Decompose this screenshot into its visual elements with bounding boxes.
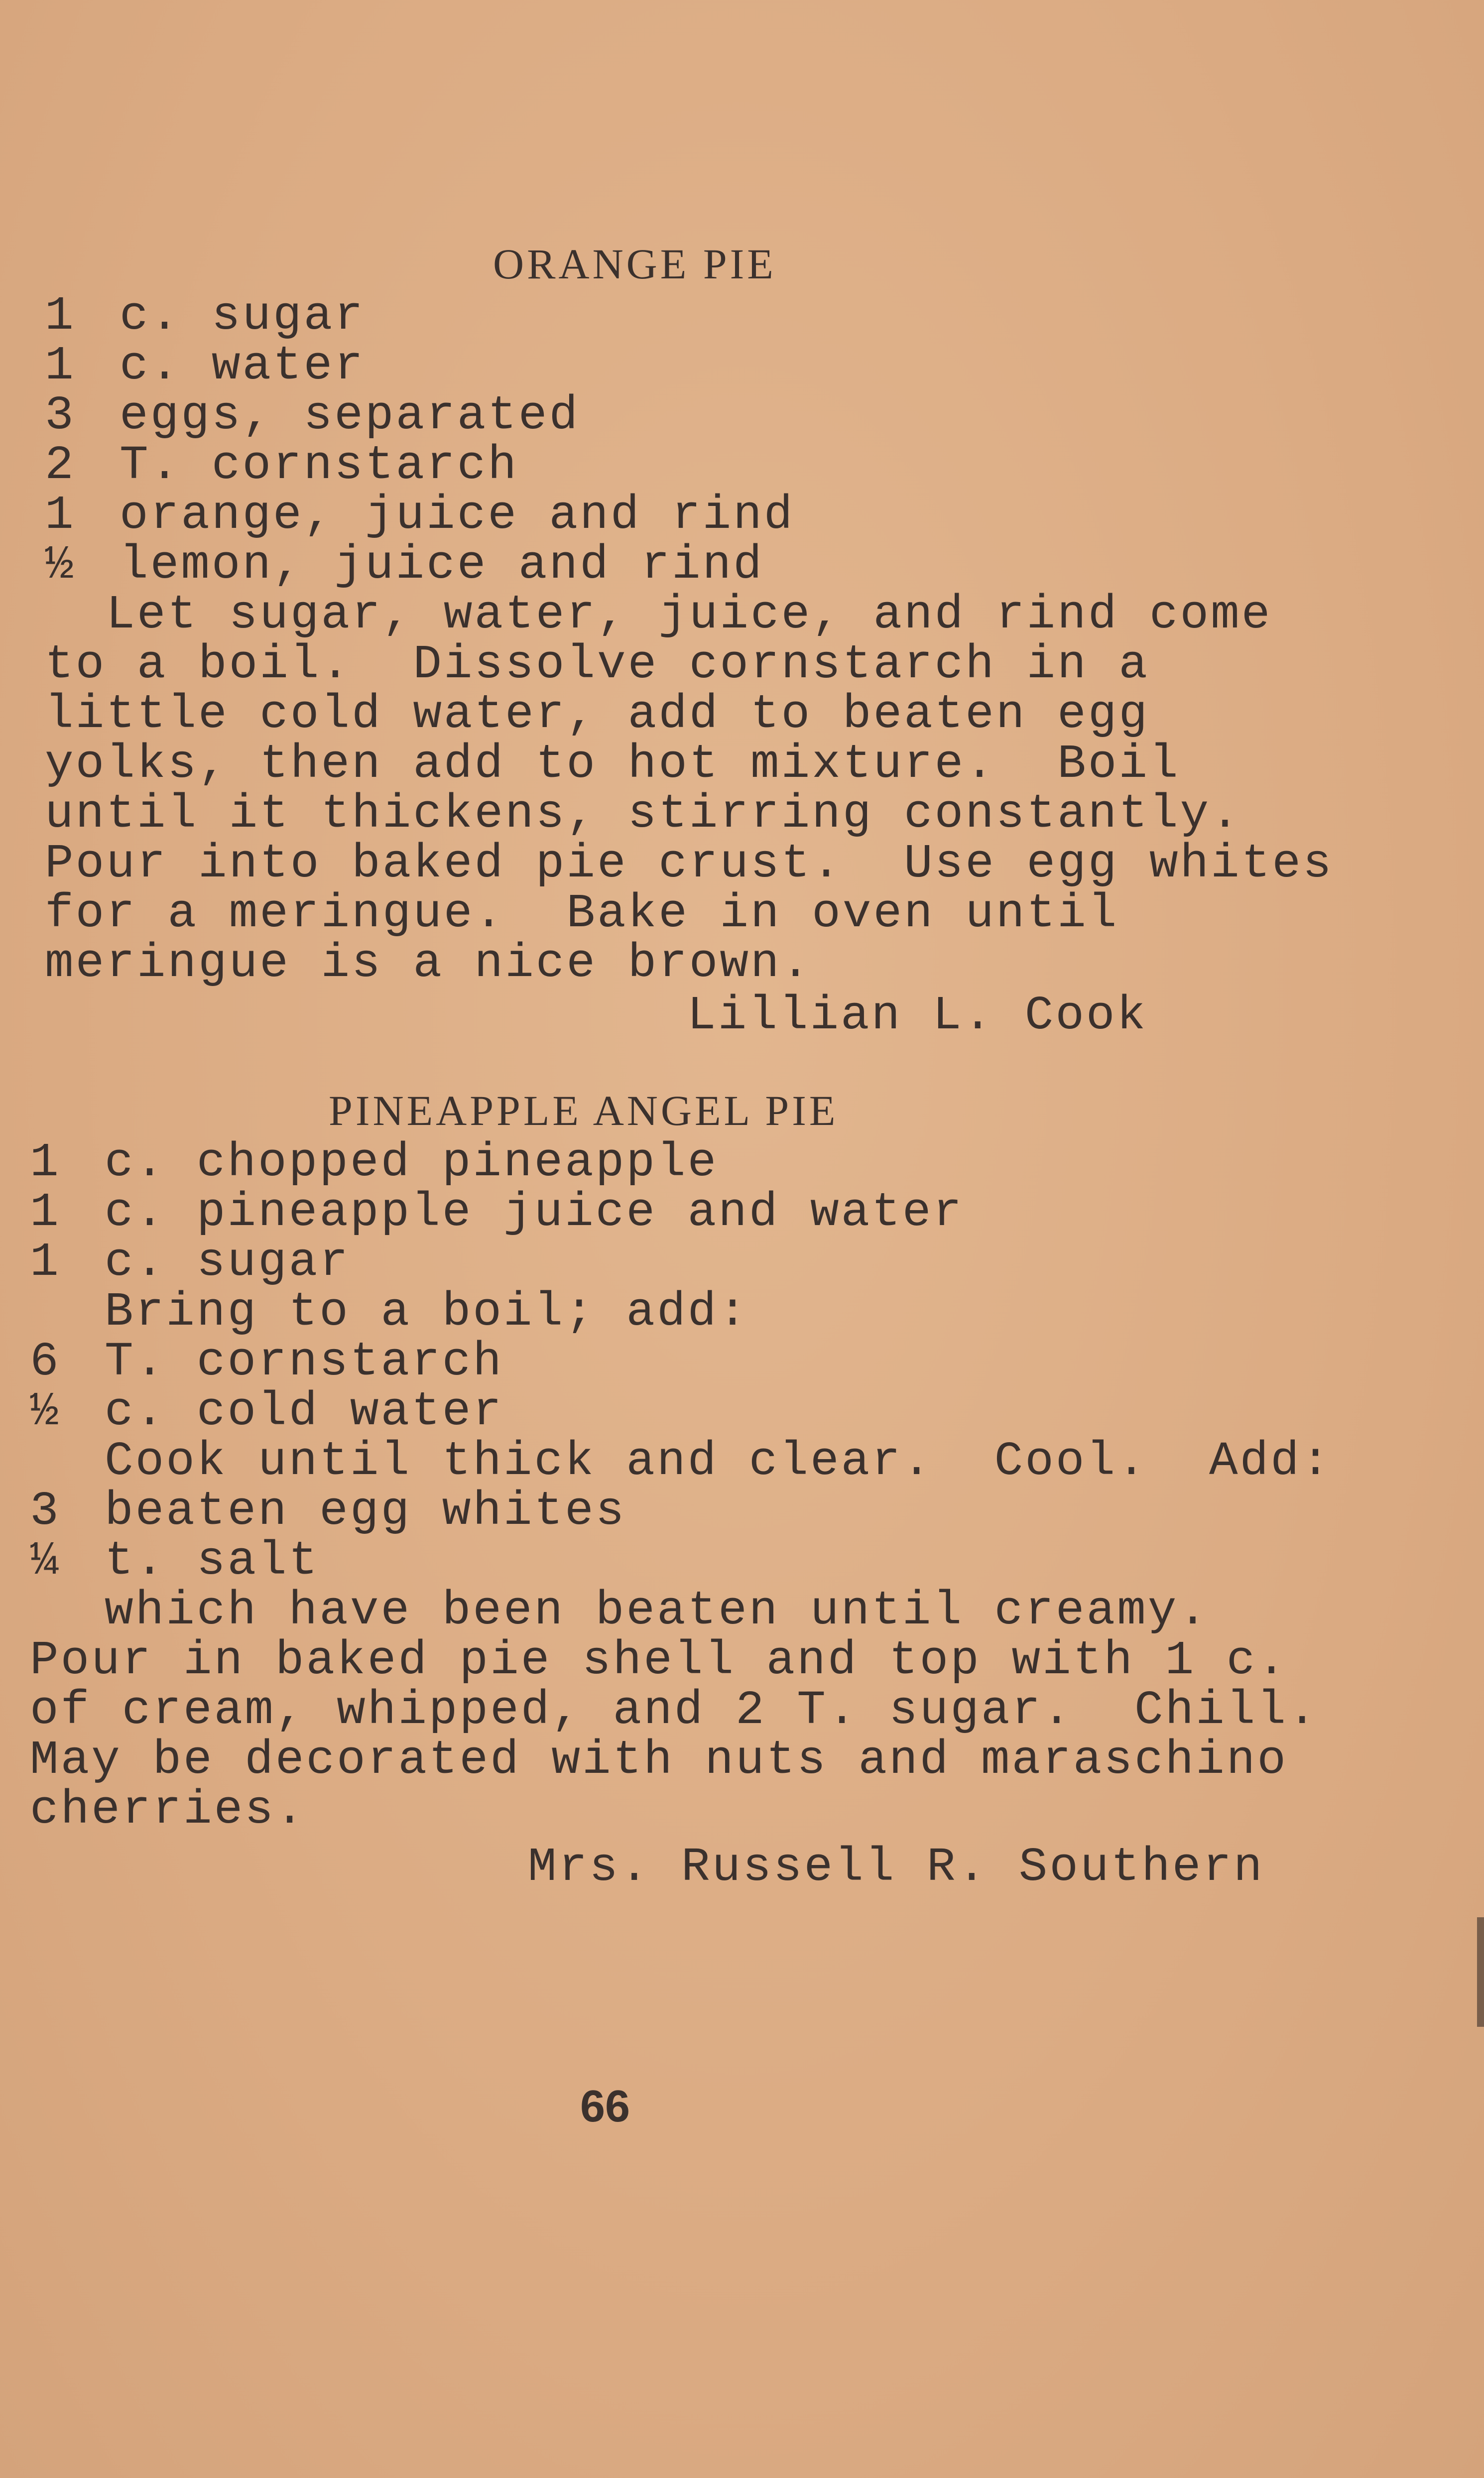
ingredient-text: T. cornstarch <box>120 438 518 493</box>
recipe-author: Lillian L. Cook <box>687 989 1148 1043</box>
page-edge-mark <box>1477 1917 1484 2027</box>
direction-line: little cold water, add to beaten egg <box>45 687 1149 742</box>
ingredient-qty: ½ <box>45 538 76 592</box>
ingredient-line <box>45 438 518 493</box>
ingredient-line <box>30 1384 503 1439</box>
ingredient-qty: 1 <box>30 1185 61 1239</box>
ingredient-text: c. cold water <box>105 1384 503 1439</box>
ingredient-qty: 3 <box>30 1484 61 1538</box>
ingredient-line <box>45 291 365 341</box>
ingredient-line <box>30 1337 503 1387</box>
ingredient-line <box>30 1185 964 1239</box>
direction-line: for a meringue. Bake in oven until <box>45 886 1119 941</box>
direction-line: Let sugar, water, juice, and rind come <box>45 588 1272 642</box>
ingredient-qty: ½ <box>30 1384 61 1439</box>
ingredient-line <box>30 1135 719 1190</box>
direction-line: cherries. <box>30 1783 306 1837</box>
ingredient-text: c. sugar <box>105 1235 350 1289</box>
ingredient-qty: 6 <box>30 1335 61 1389</box>
ingredient-text: T. cornstarch <box>105 1335 503 1389</box>
ingredient-line <box>45 540 764 590</box>
instruction-line <box>30 1287 749 1337</box>
ingredient-text: eggs, separated <box>120 388 580 443</box>
ingredient-qty: 2 <box>45 438 76 493</box>
instruction-line <box>30 1586 1209 1636</box>
ingredient-text: which have been beaten until creamy. <box>105 1584 1209 1638</box>
instruction-line <box>30 1434 1332 1488</box>
ingredient-text: c. pineapple juice and water <box>105 1185 964 1239</box>
ingredient-line <box>30 1484 626 1538</box>
ingredient-qty: 3 <box>45 388 76 443</box>
ingredient-qty: 1 <box>45 488 76 542</box>
ingredient-qty: 1 <box>45 339 76 393</box>
recipe-author: Mrs. Russell R. Southern <box>528 1840 1264 1894</box>
direction-line: Pour in baked pie shell and top with 1 c. <box>30 1633 1288 1688</box>
ingredient-text: c. water <box>120 339 365 393</box>
ingredient-line <box>45 341 365 391</box>
ingredient-line <box>30 1235 350 1289</box>
direction-line: meringue is a nice brown. <box>45 936 812 991</box>
recipe-title: ORANGE PIE <box>493 240 776 288</box>
direction-line: to a boil. Dissolve cornstarch in a <box>45 637 1149 692</box>
ingredient-text: orange, juice and rind <box>120 488 795 542</box>
ingredient-text: t. salt <box>105 1534 320 1588</box>
ingredient-text: Cook until thick and clear. Cool. Add: <box>105 1434 1332 1488</box>
ingredient-qty: ¼ <box>30 1534 61 1588</box>
recipe-title: PINEAPPLE ANGEL PIE <box>329 1087 839 1134</box>
direction-line: Pour into baked pie crust. Use egg whites <box>45 837 1334 891</box>
page-number: 66 <box>580 2082 630 2131</box>
ingredient-text: Bring to a boil; add: <box>105 1285 749 1339</box>
ingredient-text: lemon, juice and rind <box>120 538 764 592</box>
ingredient-qty: 1 <box>30 1135 61 1190</box>
ingredient-qty: 1 <box>45 289 76 343</box>
direction-line: until it thickens, stirring constantly. <box>45 787 1241 841</box>
ingredient-line <box>30 1536 319 1586</box>
direction-line: of cream, whipped, and 2 T. sugar. Chill. <box>30 1683 1319 1737</box>
ingredient-qty: 1 <box>30 1235 61 1289</box>
ingredient-text: beaten egg whites <box>105 1484 626 1538</box>
direction-line: May be decorated with nuts and maraschino <box>30 1733 1288 1787</box>
ingredient-line <box>45 388 580 443</box>
direction-line: yolks, then add to hot mixture. Boil <box>45 737 1180 791</box>
ingredient-text: c. sugar <box>120 289 365 343</box>
ingredient-line <box>45 488 795 542</box>
ingredient-text: c. chopped pineapple <box>105 1135 719 1190</box>
